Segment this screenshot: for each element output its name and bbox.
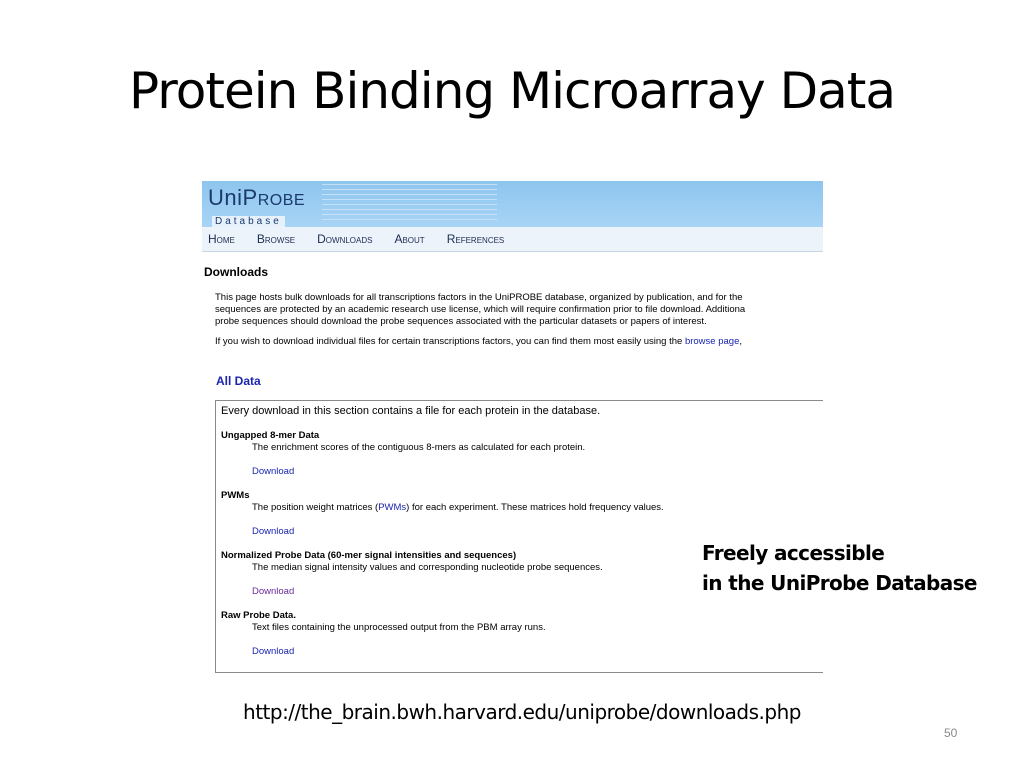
download-link[interactable]: Download (252, 586, 295, 597)
nav-home[interactable]: Home (208, 232, 235, 246)
download-entry-pwms (221, 490, 664, 537)
nav-browse[interactable]: Browse (256, 232, 296, 246)
box-intro-text: Every download in this section contains a file for each protein in the database. (221, 405, 601, 417)
entry-description: The position weight matrices (PWMs) for each experiment. These matrices hold frequency values. (252, 502, 664, 513)
intro-line-browse: If you wish to download individual files for certain transcriptions factors, you can find them most easily using the browse page, (215, 336, 742, 347)
browse-page-link[interactable]: browse page (684, 336, 740, 347)
nav-about[interactable]: About (394, 232, 425, 246)
download-link[interactable]: Download (252, 646, 295, 657)
entry-description: Text files containing the unprocessed output from the PBM array runs. (252, 622, 546, 633)
intro-line: probe sequences should download the probe sequences associated with the particular datasets or papers of interest. (215, 316, 707, 327)
banner-decoration (322, 184, 497, 224)
entry-title: PWMs (221, 490, 250, 501)
download-entry-normalized (221, 550, 603, 597)
slide-title: Protein Binding Microarray Data (129, 62, 895, 120)
logo-subtitle: Database (212, 216, 285, 227)
nav-downloads[interactable]: Downloads (317, 232, 373, 246)
site-header-banner (202, 181, 823, 227)
download-link[interactable]: Download (252, 466, 295, 477)
page-heading: Downloads (204, 265, 269, 279)
uniprobe-logo[interactable] (208, 185, 305, 229)
download-entry-raw (221, 610, 546, 657)
entry-title: Raw Probe Data. (221, 610, 296, 621)
intro-line: This page hosts bulk downloads for all transcriptions factors in the UniPROBE database, organized by publication, and for the (215, 292, 743, 303)
source-url: http://the_brain.bwh.harvard.edu/uniprobe/downloads.php (243, 700, 801, 724)
callout-line: Freely accessible (702, 541, 885, 565)
site-navbar (202, 227, 823, 252)
download-entry-8mer (221, 430, 585, 477)
download-link[interactable]: Download (252, 526, 295, 537)
entry-description: The median signal intensity values and corresponding nucleotide probe sequences. (252, 562, 603, 573)
all-data-link[interactable]: All Data (216, 374, 261, 388)
entry-title: Ungapped 8-mer Data (221, 430, 320, 441)
callout-line: in the UniProbe Database (702, 571, 977, 595)
slide-number: 50 (944, 726, 958, 740)
callout-text (702, 538, 977, 598)
entry-title: Normalized Probe Data (60-mer signal intensities and sequences) (221, 550, 517, 561)
nav-references[interactable]: References (446, 232, 505, 246)
downloads-box (215, 400, 823, 673)
intro-text (215, 292, 823, 348)
logo-wordmark: UniPROBE (208, 185, 306, 210)
entry-description: The enrichment scores of the contiguous 8-mers as calculated for each protein. (252, 442, 586, 453)
website-screenshot (202, 181, 823, 676)
pwms-link[interactable]: PWMs (378, 502, 407, 513)
intro-line: sequences are protected by an academic research use license, which will require confirmation prior to file download. Additiona (215, 304, 746, 315)
